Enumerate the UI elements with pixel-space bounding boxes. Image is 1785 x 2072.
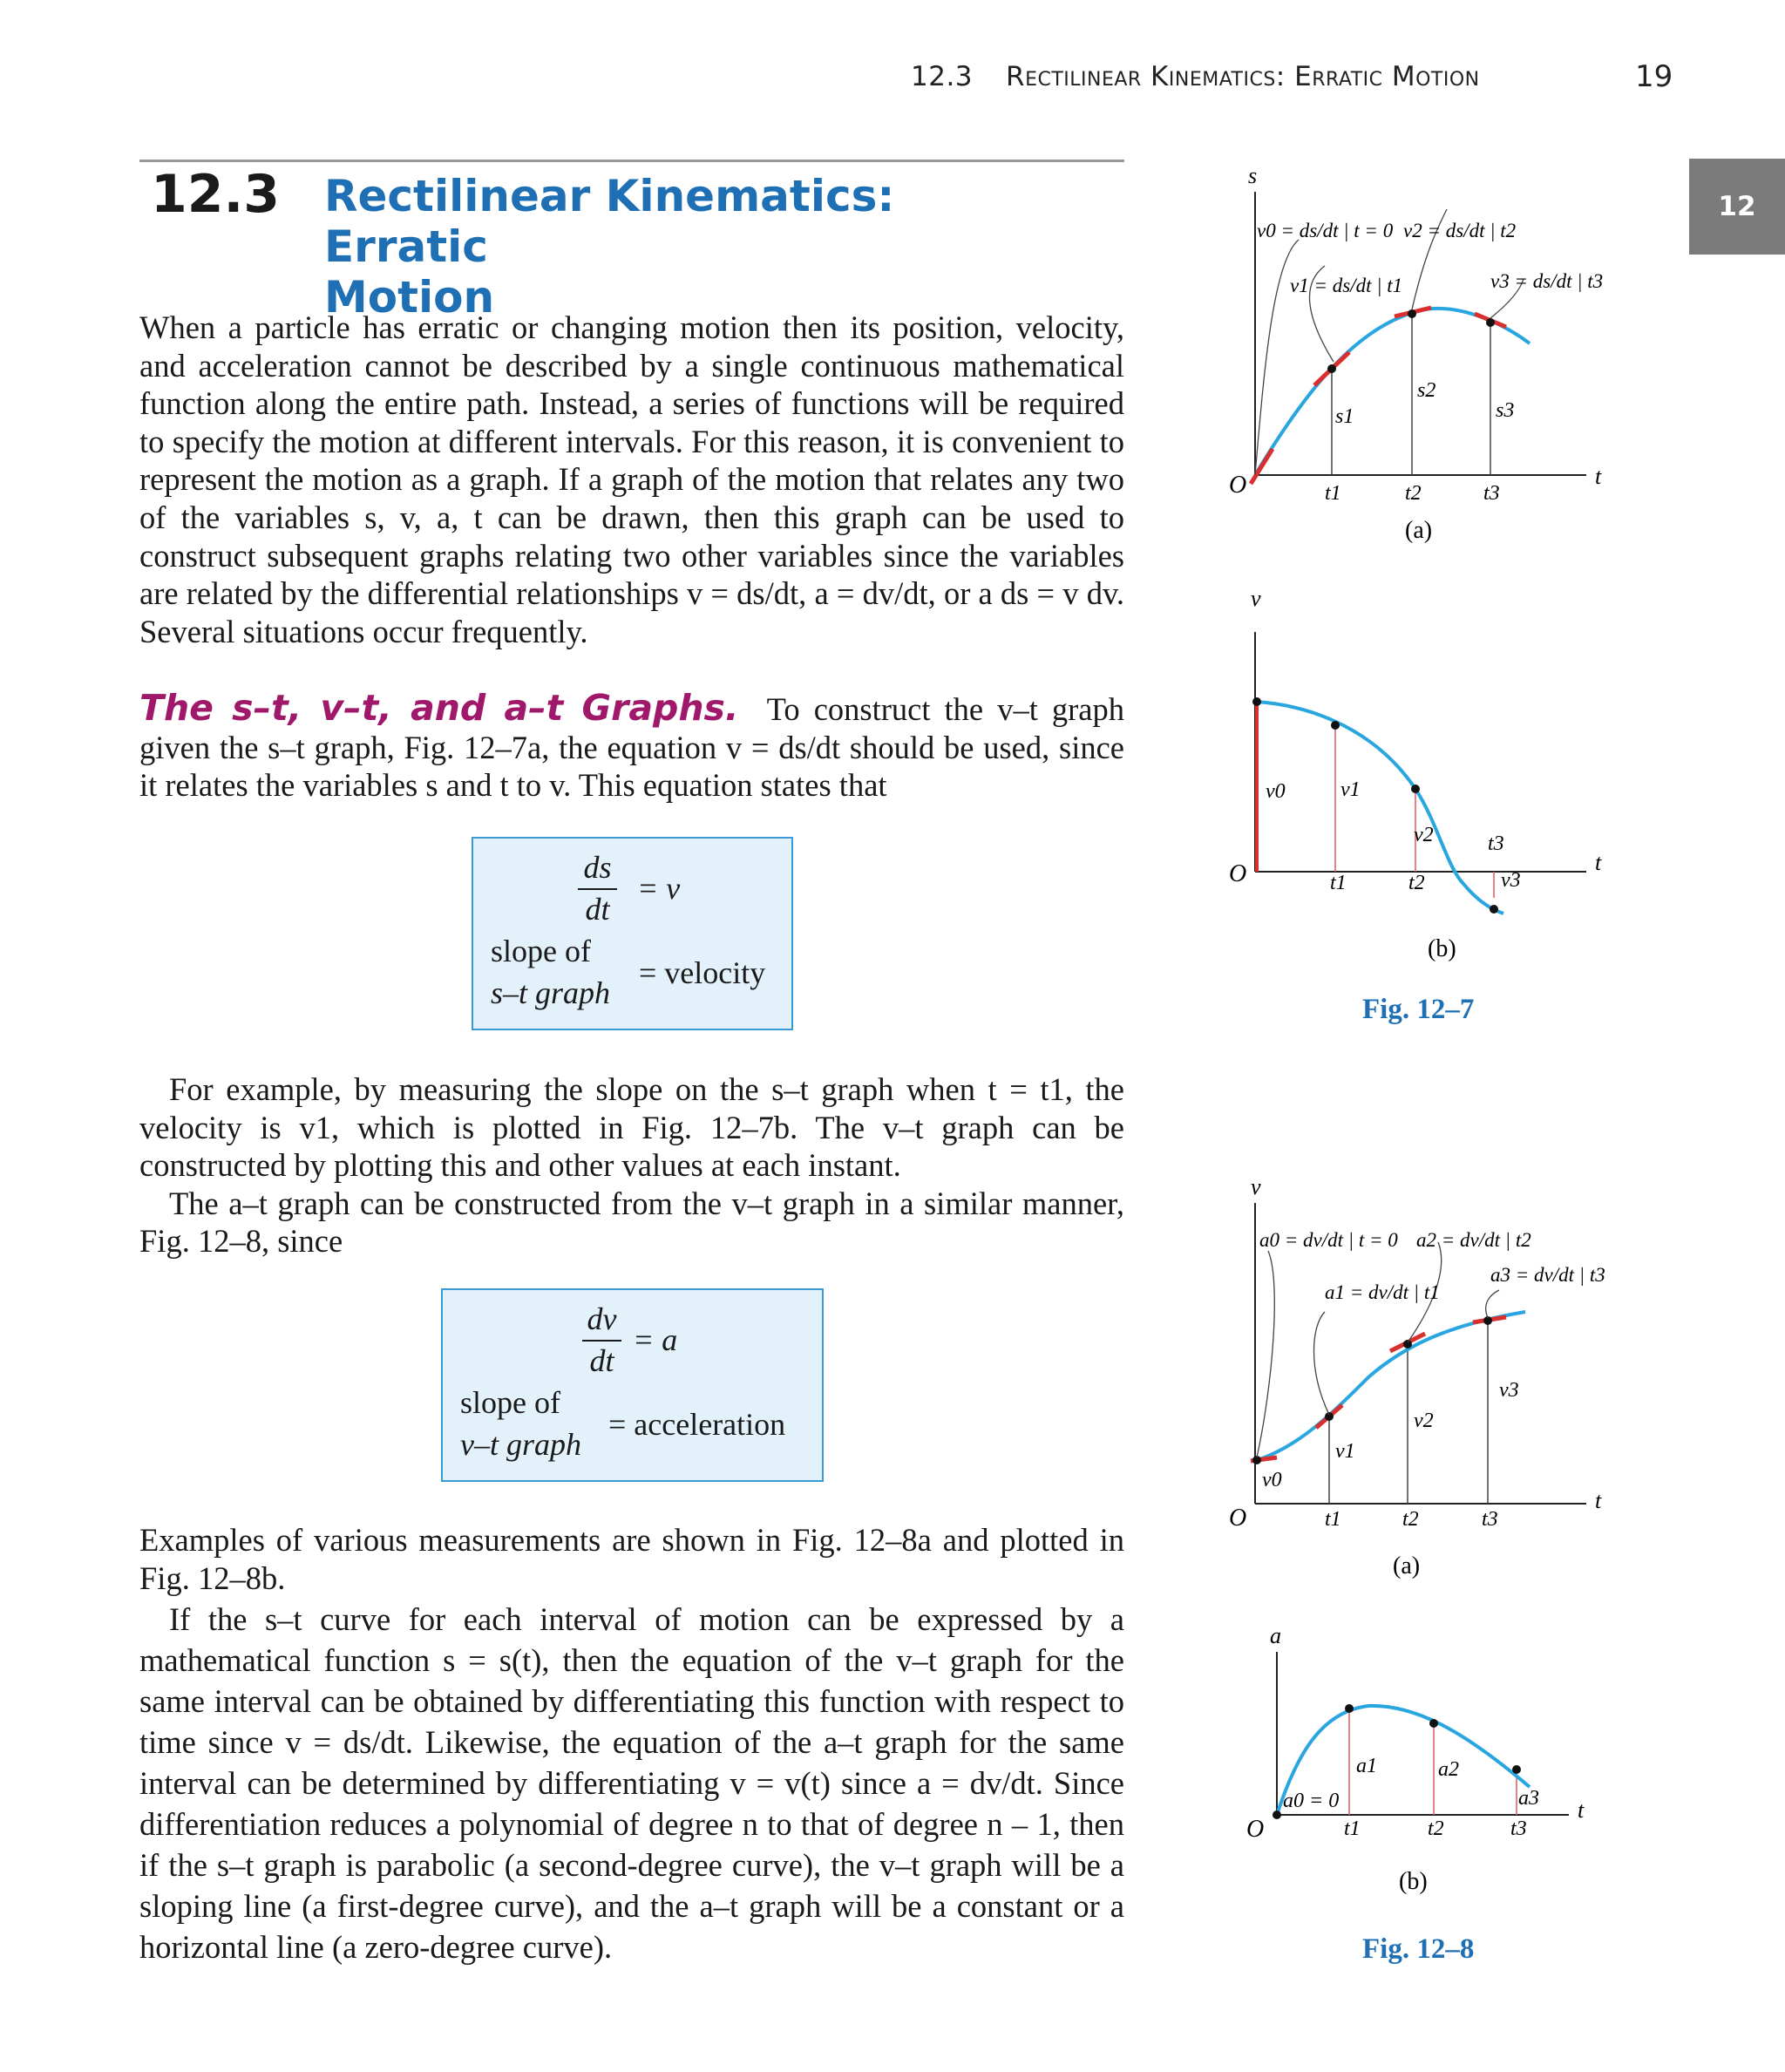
fig-12-7-caption: Fig. 12–7 <box>1362 994 1475 1025</box>
tick-t1-7b: t1 <box>1330 872 1347 894</box>
eq2-denominator: dt <box>589 1343 614 1378</box>
label-v3: v3 <box>1501 869 1521 892</box>
label-s2: s2 <box>1417 379 1436 402</box>
paragraph-closing <box>139 1521 1124 1967</box>
v-point-1 <box>1331 721 1340 730</box>
section-number: 12.3 <box>151 164 281 225</box>
point-3 <box>1486 318 1495 327</box>
paragraph-intro <box>139 309 1124 650</box>
caption-8a: (a) <box>1393 1552 1421 1579</box>
eq1-label-line1: slope of <box>491 934 591 968</box>
eq2-label-line2: v–t graph <box>460 1427 581 1462</box>
slope-v1: v1 = ds/dt | t1 <box>1290 275 1403 296</box>
eq1-numerator: ds <box>583 850 612 885</box>
a-point-3 <box>1512 1765 1521 1774</box>
leader-a0 <box>1257 1251 1274 1457</box>
label-v3-8a: v3 <box>1499 1379 1519 1402</box>
label-s3: s3 <box>1496 399 1515 422</box>
label-a1: a1 <box>1356 1755 1377 1777</box>
tick-t1-8a: t1 <box>1325 1508 1341 1531</box>
s-t-curve <box>1255 309 1530 475</box>
leader-a1 <box>1314 1312 1330 1415</box>
figure-12-8b <box>1203 1617 1639 1905</box>
t-axis-label: t <box>1595 464 1602 489</box>
section-title-line1: Rectilinear Kinematics: Erratic <box>324 171 895 272</box>
origin-label: O <box>1229 472 1247 499</box>
paragraph-1: When a particle has erratic or changing motion then its position, velocity, and acceleration cannot be described by a single continuous mathematical function along the entire path. Instead, a series of functions will be required to specify the motion at different intervals. For this reason, it is convenient to represent the motion as a graph. If a graph of the motion that relates any two of the variables s, v, a, t can be drawn, then this graph can be used to construct subsequent graphs relating two other variables since the variables are related by the differential relationships v = ds/dt, a = dv/dt, or a ds = v dv. Several situations occur frequently. <box>139 309 1124 649</box>
tick-t3-8b: t3 <box>1510 1817 1527 1840</box>
label-a0: a0 = 0 <box>1283 1790 1340 1812</box>
eq2-rhs: = a <box>633 1322 678 1357</box>
t-axis-label-7b: t <box>1595 850 1602 875</box>
paragraph-4: The a–t graph can be constructed from the v–t graph in a similar manner, Fig. 12–8, since <box>139 1185 1124 1260</box>
origin-label-8a: O <box>1229 1505 1247 1532</box>
slope-a0: a0 = dv/dt | t = 0 <box>1259 1229 1398 1251</box>
origin-label-8b: O <box>1246 1816 1265 1843</box>
slope-a2: a2 = dv/dt | t2 <box>1416 1229 1531 1251</box>
v-t-curve <box>1257 702 1503 914</box>
v-axis-label: v <box>1251 586 1261 611</box>
t-axis-label-8a: t <box>1595 1488 1602 1513</box>
page-number: 19 <box>1635 59 1673 94</box>
caption-8b: (b) <box>1399 1868 1428 1895</box>
equation-box-acceleration <box>441 1288 824 1482</box>
label-v2: v2 <box>1414 824 1434 846</box>
caption-7b: (b) <box>1428 935 1456 962</box>
label-v0-8a: v0 <box>1262 1469 1282 1491</box>
tick-t3-7b: t3 <box>1488 832 1504 855</box>
chapter-tab: 12 <box>1689 159 1785 255</box>
eq2-numerator: dv <box>587 1301 617 1336</box>
v-t-curve-8a <box>1257 1312 1525 1460</box>
eq2-rhs2: = acceleration <box>608 1407 786 1442</box>
label-a2: a2 <box>1438 1758 1459 1781</box>
point-2 <box>1408 309 1416 318</box>
leader-a3 <box>1486 1290 1499 1318</box>
t-axis-label-8b: t <box>1578 1797 1585 1823</box>
s-axis-label: s <box>1248 163 1258 188</box>
slope-a3: a3 = dv/dt | t3 <box>1490 1264 1605 1286</box>
eq1-denominator: dt <box>585 892 610 927</box>
a-point-2 <box>1429 1719 1438 1728</box>
running-header: 12.3 Rectilinear Kinematics: Erratic Motion <box>911 61 1480 92</box>
tick-t1-8b: t1 <box>1344 1817 1361 1840</box>
origin-label-7b: O <box>1229 860 1247 887</box>
paragraph-5: Examples of various measurements are shown in Fig. 12–8a and plotted in Fig. 12–8b. <box>139 1522 1124 1596</box>
paragraph-example <box>139 1070 1124 1260</box>
slope-a1: a1 = dv/dt | t1 <box>1325 1281 1440 1303</box>
figure-12-8a <box>1203 1168 1639 1586</box>
label-v1-8a: v1 <box>1335 1440 1355 1463</box>
label-v2-8a: v2 <box>1414 1410 1434 1432</box>
slope-v0: v0 = ds/dt | t = 0 <box>1257 220 1394 241</box>
paragraph-3: For example, by measuring the slope on the s–t graph when t = t1, the velocity is v1, which is plotted in Fig. 12–7b. The v–t graph can be constructed by plotting this and other values at each instant. <box>139 1071 1124 1184</box>
eq1-rhs2: = velocity <box>639 955 766 990</box>
tick-t2-8b: t2 <box>1428 1817 1444 1840</box>
subheading: The s–t, v–t, and a–t Graphs. <box>139 687 739 729</box>
tick-t2-7b: t2 <box>1408 872 1425 894</box>
eq1-rhs: = v <box>637 871 681 906</box>
fig-12-8-caption: Fig. 12–8 <box>1362 1933 1475 1965</box>
eq2-fraction-bar <box>582 1340 621 1342</box>
tick-t3-8a: t3 <box>1482 1508 1498 1531</box>
a-point-0 <box>1273 1810 1281 1819</box>
figure-12-7a <box>1203 157 1639 558</box>
paragraph-2: To construct the v–t graph given the s–t graph, Fig. 12–7a, the equation v = ds/dt should be used, since it relates the variables s and t to v. This equation states that <box>139 691 1124 804</box>
point-1 <box>1327 364 1336 373</box>
tick-t3: t3 <box>1483 482 1500 505</box>
v-point-0 <box>1252 697 1261 706</box>
tick-t2: t2 <box>1405 482 1422 505</box>
v-point-3 <box>1490 905 1498 914</box>
figure-12-7b <box>1203 580 1639 1033</box>
section-title-line2: Motion <box>324 272 495 323</box>
label-s1: s1 <box>1335 405 1354 428</box>
slope-v3: v3 = ds/dt | t3 <box>1490 270 1604 292</box>
tick-t1: t1 <box>1325 482 1341 505</box>
paragraph-6: If the s–t curve for each interval of motion can be expressed by a mathematical function s = s(t), then the equation of the v–t graph for the same interval can be obtained by differentiating this function with respect to time since v = ds/dt. Likewise, the equation of the a–t graph for the same interval can be determined by differentiating v = v(t) since a = dv/dt. Since differentiation reduces a polynomial of degree n to that of degree n – 1, then if the s–t graph is parabolic (a second-degree curve), the v–t graph will be a sloping line (a first-degree curve), and the a–t graph will be a constant or a horizontal line (a zero-degree curve). <box>139 1601 1124 1966</box>
label-v1: v1 <box>1340 778 1361 801</box>
section-title <box>324 171 1039 323</box>
label-a3: a3 <box>1518 1787 1539 1810</box>
v-point-2 <box>1411 785 1420 793</box>
section-rule <box>139 160 1124 162</box>
a-point-1 <box>1345 1704 1354 1713</box>
caption-7a: (a) <box>1405 517 1433 544</box>
a-axis-label: a <box>1270 1623 1281 1648</box>
eq1-fraction-bar <box>578 888 617 890</box>
eq2-label-line1: slope of <box>460 1385 560 1420</box>
v-axis-label-8a: v <box>1251 1174 1261 1199</box>
slope-v2: v2 = ds/dt | t2 <box>1403 220 1517 241</box>
equation-box-velocity <box>472 837 793 1030</box>
v8-point-2 <box>1403 1340 1412 1348</box>
eq1-label-line2: s–t graph <box>491 975 611 1010</box>
label-v0: v0 <box>1266 780 1286 803</box>
tangent-t0 <box>1251 449 1273 484</box>
paragraph-graphs <box>139 687 1124 805</box>
tick-t2-8a: t2 <box>1402 1508 1419 1531</box>
